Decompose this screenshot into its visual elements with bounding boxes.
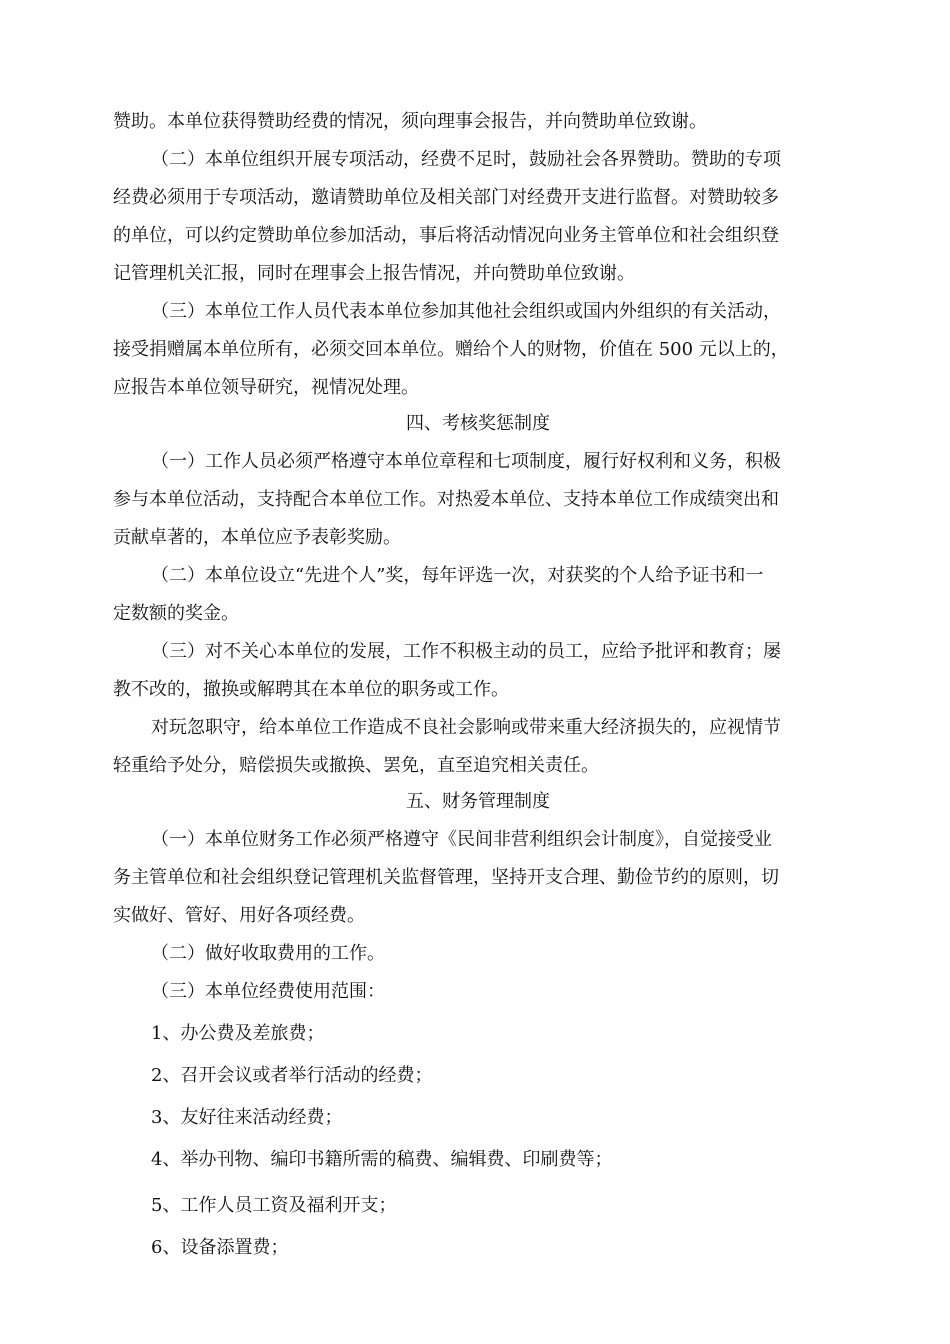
list-item: 2、召开会议或者举行活动的经费；	[151, 1065, 433, 1086]
section-heading: 五、财务管理制度	[406, 791, 550, 812]
paragraph-line: （三）对不关心本单位的发展，工作不积极主动的员工，应给予批评和教育；屡	[151, 641, 781, 662]
paragraph-line: （一）本单位财务工作必须严格遵守《民间非营利组织会计制度》，自觉接受业	[151, 829, 772, 850]
paragraph-line: （二）本单位设立“先进个人”奖，每年评选一次，对获奖的个人给予证书和一	[151, 565, 764, 586]
paragraph-line: 应报告本单位领导研究，视情况处理。	[113, 377, 419, 398]
list-item: 6、设备添置费；	[151, 1237, 289, 1258]
paragraph-line: （二）做好收取费用的工作。	[151, 943, 385, 964]
list-item: 1、办公费及差旅费；	[151, 1023, 325, 1044]
list-item: 5、工作人员工资及福利开支；	[151, 1195, 397, 1216]
paragraph-line: 务主管单位和社会组织登记管理机关监督管理，坚持开支合理、勤俭节约的原则，切	[113, 867, 779, 888]
paragraph-line: 赞助。本单位获得赞助经费的情况，须向理事会报告，并向赞助单位致谢。	[113, 111, 707, 132]
paragraph-line: （三）本单位工作人员代表本单位参加其他社会组织或国内外组织的有关活动，	[151, 301, 781, 322]
paragraph-line: 定数额的奖金。	[113, 603, 239, 624]
paragraph-line: 贡献卓著的，本单位应予表彰奖励。	[113, 527, 401, 548]
paragraph-line: 的单位，可以约定赞助单位参加活动，事后将活动情况向业务主管单位和社会组织登	[113, 225, 779, 246]
list-item: 3、友好往来活动经费；	[151, 1107, 343, 1128]
list-item: 4、举办刊物、编印书籍所需的稿费、编辑费、印刷费等；	[151, 1149, 613, 1170]
paragraph-line: 实做好、管好、用好各项经费。	[113, 905, 365, 926]
paragraph-line: 参与本单位活动，支持配合本单位工作。对热爱本单位、支持本单位工作成绩突出和	[113, 489, 779, 510]
paragraph-line: 接受捐赠属本单位所有，必须交回本单位。赠给个人的财物，价值在 500 元以上的，	[113, 339, 789, 360]
paragraph-line: （一）工作人员必须严格遵守本单位章程和七项制度，履行好权利和义务，积极	[151, 451, 781, 472]
paragraph-line: （二）本单位组织开展专项活动，经费不足时，鼓励社会各界赞助。赞助的专项	[151, 149, 781, 170]
paragraph-line: 教不改的，撤换或解聘其在本单位的职务或工作。	[113, 679, 509, 700]
paragraph-line: 经费必须用于专项活动，邀请赞助单位及相关部门对经费开支进行监督。对赞助较多	[113, 187, 779, 208]
section-heading: 四、考核奖惩制度	[406, 413, 550, 434]
paragraph-line: （三）本单位经费使用范围：	[151, 981, 385, 1002]
paragraph-line: 轻重给予处分，赔偿损失或撤换、罢免，直至追究相关责任。	[113, 755, 599, 776]
paragraph-line: 记管理机关汇报，同时在理事会上报告情况，并向赞助单位致谢。	[113, 263, 635, 284]
paragraph-line: 对玩忽职守，给本单位工作造成不良社会影响或带来重大经济损失的，应视情节	[151, 717, 781, 738]
